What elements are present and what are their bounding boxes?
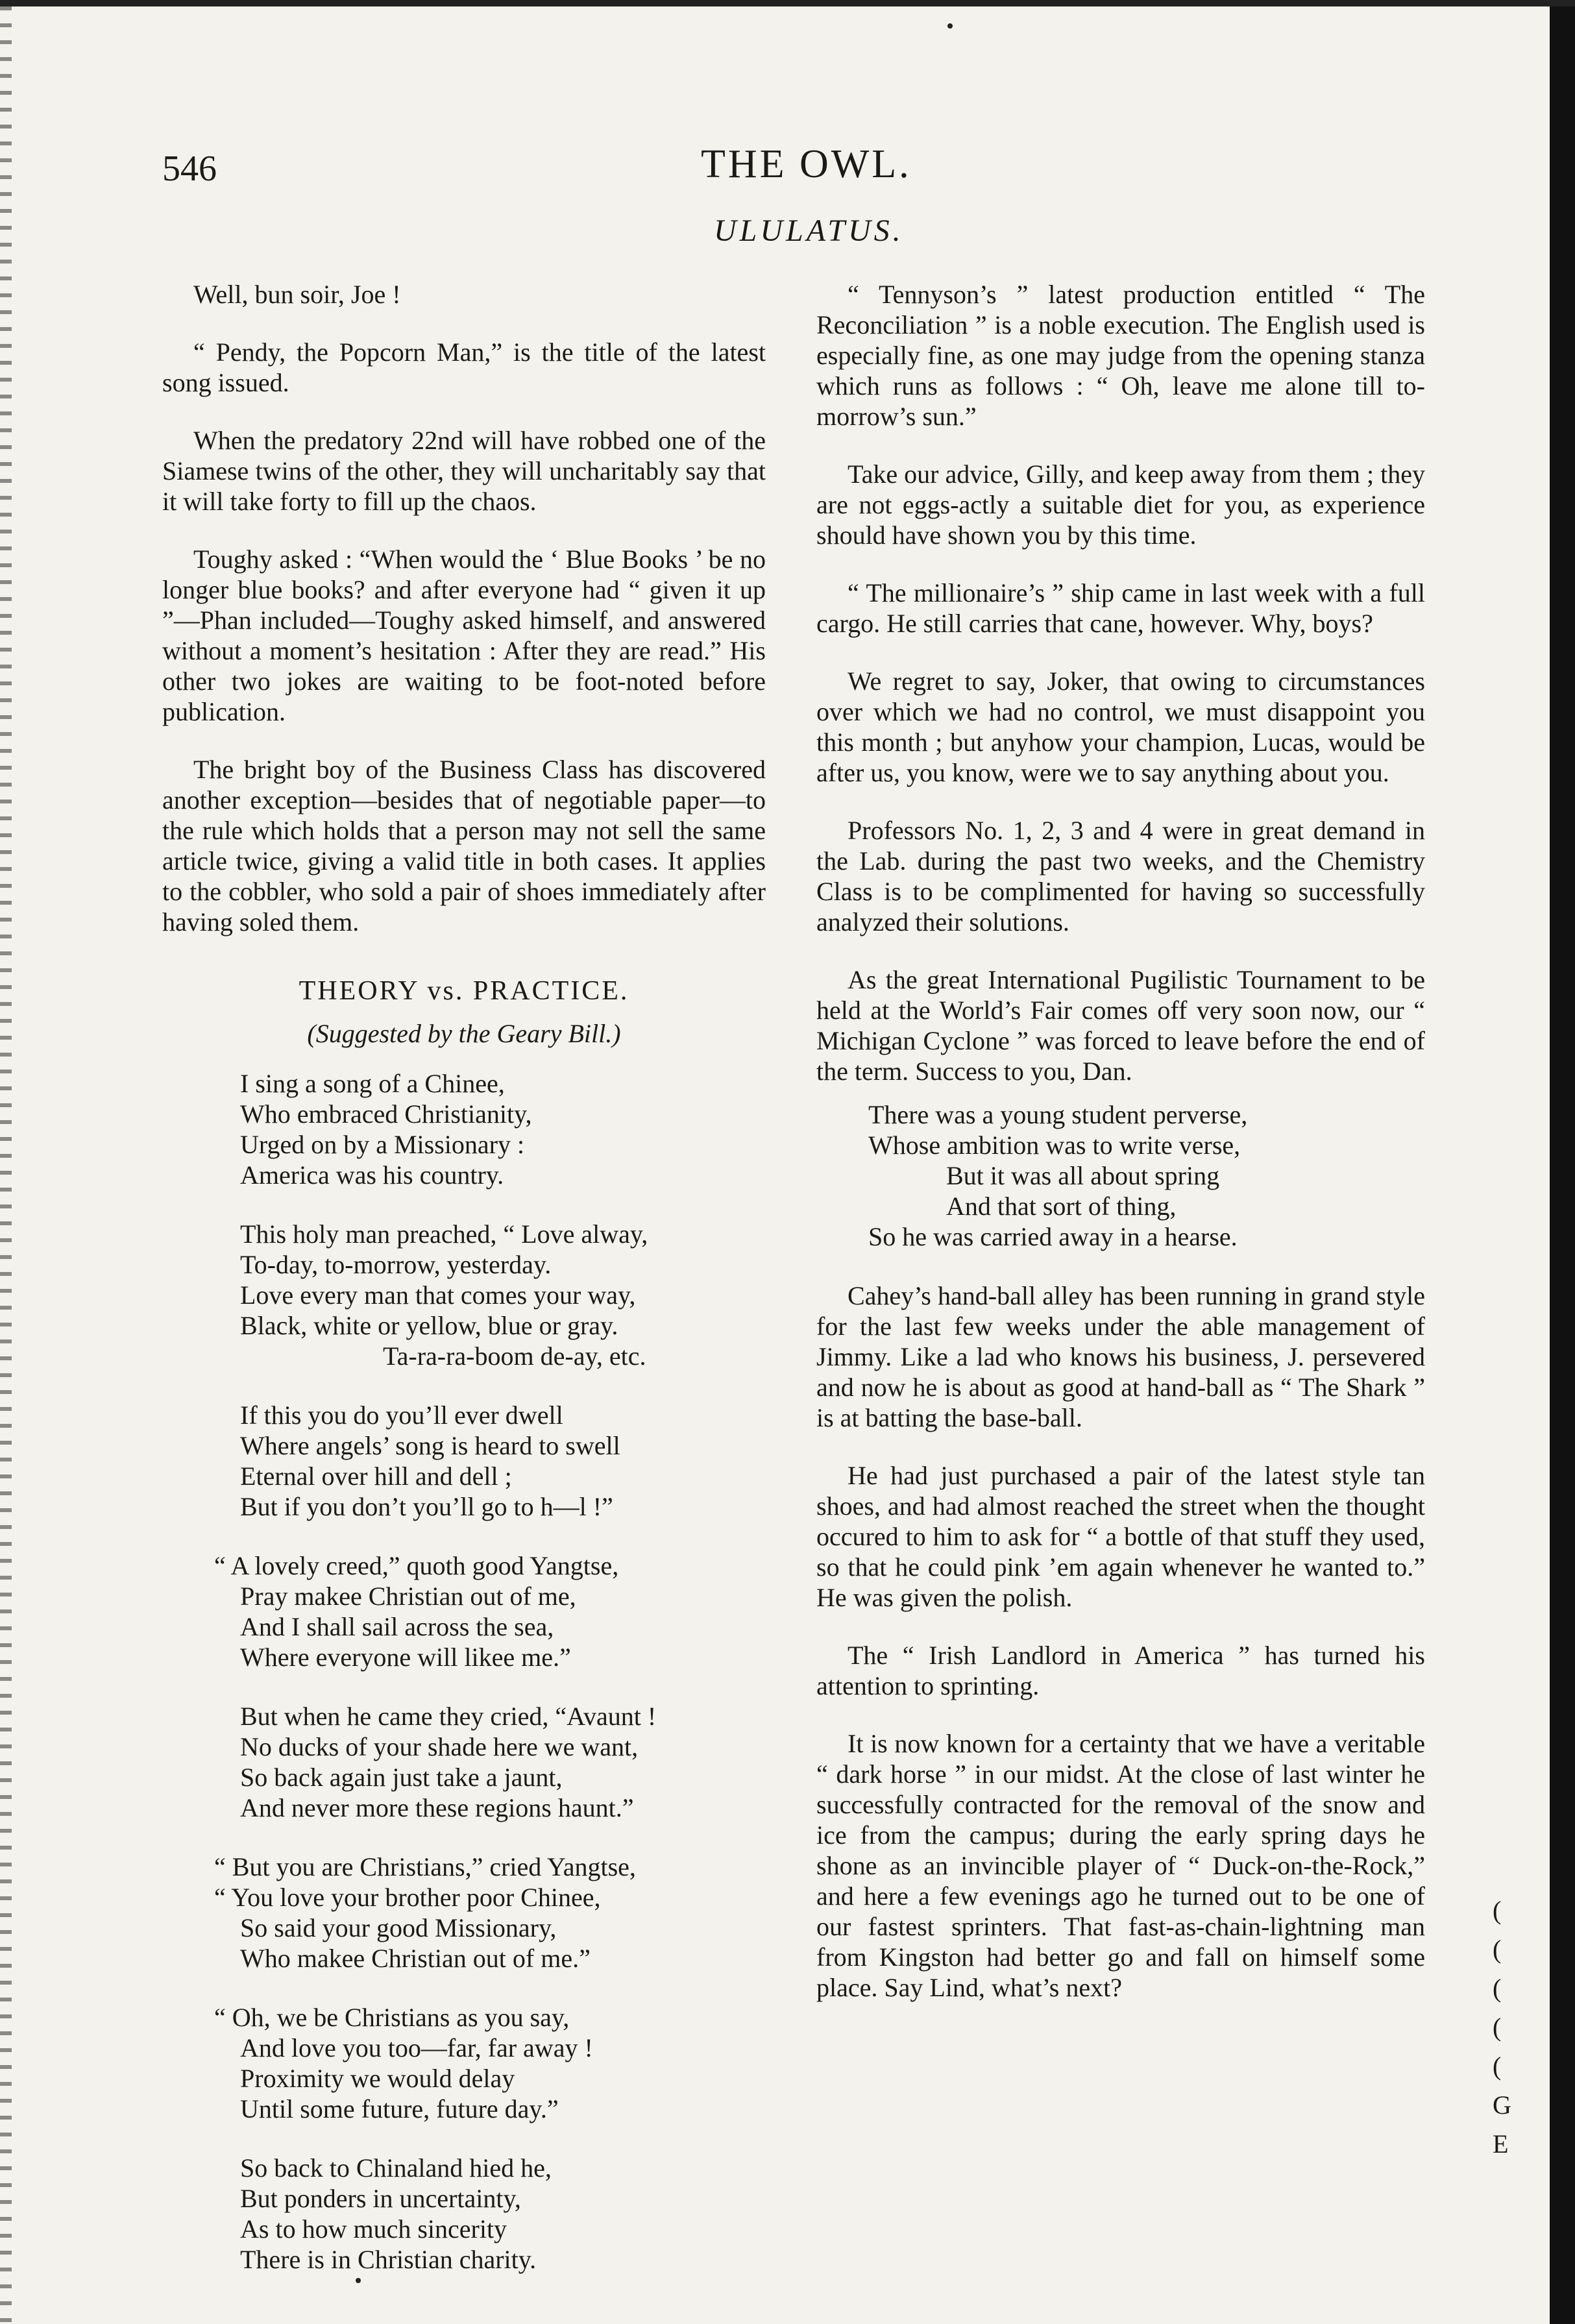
section-title: ULULATUS.: [714, 214, 904, 248]
scan-edge-bar: [1550, 6, 1575, 2324]
poem-line: Black, white or yellow, blue or gray.: [240, 1311, 618, 1340]
page-binding-edge: [0, 6, 12, 2324]
poem-title: THEORY vs. PRACTICE.: [299, 976, 629, 1006]
poem-line: This holy man preached, “ Love alway,: [240, 1219, 648, 1249]
poem-line: But if you don’t you’ll go to h—l !”: [240, 1492, 613, 1521]
poem-line: Where everyone will likee me.”: [240, 1643, 571, 1672]
poem-line: No ducks of your shade here we want,: [240, 1732, 639, 1761]
poem-line: Eternal over hill and dell ;: [240, 1462, 512, 1491]
poem-line: If this you do you’ll ever dwell: [240, 1401, 563, 1430]
poem-line: Pray makee Christian out of me,: [240, 1582, 576, 1611]
poem-line: Until some future, future day.”: [240, 2094, 559, 2123]
poem-line: Proximity we would delay: [240, 2064, 515, 2093]
paragraph: When the predatory 22nd will have robbed one of the Siamese twins of the other, they will uncharitably say that it will take forty to fill up the chaos.: [162, 426, 766, 516]
poem-refrain: Ta-ra-ra-boom de-ay, etc.: [383, 1341, 646, 1371]
poem-stanza: [162, 2153, 766, 2275]
poem-line: “ Oh, we be Christians as you say,: [214, 2003, 570, 2032]
poem-line: To-day, to-morrow, yesterday.: [240, 1250, 552, 1279]
poem-line: America was his country.: [240, 1160, 504, 1190]
poem-line: “ But you are Christians,” cried Yangtse,: [214, 1852, 636, 1881]
edge-text-fragment: (: [1493, 2012, 1502, 2042]
paragraph: The bright boy of the Business Class has discovered another exception—besides that of negotiable paper—to the rule which holds that a person may not sell the same article twice, giving a valid title in both cases. It applies to the cobbler, who sold a pair of shoes immediately after having soled them.: [162, 755, 766, 936]
paragraph: The “ Irish Landlord in America ” has turned his attention to sprinting.: [816, 1641, 1425, 1700]
poem-stanza: [162, 1852, 766, 1974]
poem-line: Where angels’ song is heard to swell: [240, 1431, 620, 1460]
left-column: [162, 279, 766, 2303]
poem-line: Love every man that comes your way,: [240, 1280, 636, 1310]
poem-line: As to how much sincerity: [240, 2214, 507, 2244]
poem-stanza: [162, 2002, 766, 2124]
paragraph: It is now known for a certainty that we have a veritable “ dark horse ” in our midst. At the close of last winter he successfully contracted for the removal of the snow and ice from the campus; during the early spring days he shone as an invincible player of “ Duck-on-the-Rock,” and here a few evenings ago he turned out to be one of our fastest sprinters. That fast-as-chain-lightning man from Kingston had better go and fall on himself some place. Say Lind, what’s next?: [816, 1729, 1425, 2002]
limerick-line: And that sort of thing,: [946, 1192, 1177, 1221]
edge-text-fragment: (: [1493, 1896, 1502, 1925]
edge-text-fragment: E: [1493, 2129, 1509, 2159]
poem-line: So back again just take a jaunt,: [240, 1763, 563, 1792]
limerick-line: But it was all about spring: [946, 1161, 1220, 1190]
poem-line: So back to Chinaland hied he,: [240, 2153, 552, 2183]
poem-line: There is in Christian charity.: [240, 2245, 537, 2274]
poem-line: “ A lovely creed,” quoth good Yangtse,: [214, 1551, 619, 1580]
poem-stanza: [162, 1701, 766, 1823]
poem-line: And love you too—far, far away !: [240, 2033, 593, 2062]
poem-stanza: [162, 1068, 766, 1190]
print-speck: [947, 23, 953, 29]
poem-line: I sing a song of a Chinee,: [240, 1069, 505, 1098]
paragraph: As the great International Pugilistic Tournament to be held at the World’s Fair comes off very soon now, our “ Michigan Cyclone ” was forced to leave before the end of the term. Success to you, Dan.: [816, 965, 1425, 1086]
paragraph: “ Tennyson’s ” latest production entitled “ The Reconciliation ” is a noble execution. The English used is especially fine, as one may judge from the opening stanza which runs as follows : “ Oh, leave me alone till to-morrow’s sun.”: [816, 280, 1425, 431]
edge-text-fragment: (: [1493, 1974, 1502, 2003]
paragraph: We regret to say, Joker, that owing to circumstances over which we had no control, we must disappoint you this month ; but anyhow your champion, Lucas, would be after us, you know, were we to say anything about you.: [816, 667, 1425, 787]
poem-line: Urged on by a Missionary :: [240, 1130, 525, 1159]
poem-line: And never more these regions haunt.”: [240, 1793, 634, 1822]
top-border-rule: [0, 0, 1575, 6]
poem-line: Who makee Christian out of me.”: [240, 1944, 591, 1973]
poem-subtitle: (Suggested by the Geary Bill.): [307, 1019, 621, 1048]
right-column: [816, 279, 1425, 2030]
paragraph: “ The millionaire’s ” ship came in last week with a full cargo. He still carries that cane, however. Why, boys?: [816, 578, 1425, 638]
paragraph: He had just purchased a pair of the latest style tan shoes, and had almost reached the street when the thought occured to him to ask for “ a bottle of that stuff they used, so that he could pink ’em again whenever he wanted to.” He was given the polish.: [816, 1461, 1425, 1612]
poem-stanza: [162, 1219, 766, 1371]
poem-line: So said your good Missionary,: [240, 1913, 557, 1942]
limerick-line: So he was carried away in a hearse.: [868, 1222, 1238, 1251]
limerick-line: Whose ambition was to write verse,: [868, 1131, 1241, 1160]
edge-text-fragment: G: [1493, 2090, 1511, 2120]
page-number: 546: [162, 149, 217, 189]
paragraph: Toughy asked : “When would the ‘ Blue Books ’ be no longer blue books? and after everyone had “ given it up ”—Phan included—Toughy asked himself, and answered without a moment’s hesitation : After they are read.” His other two jokes are waiting to be foot-noted before publication.: [162, 544, 766, 726]
paragraph: Professors No. 1, 2, 3 and 4 were in great demand in the Lab. during the past two weeks, and the Chemistry Class is to be complimented for having so successfully analyzed their solutions.: [816, 816, 1425, 936]
paragraph: Take our advice, Gilly, and keep away from them ; they are not eggs-actly a suitable diet for you, as experience should have shown you by this time.: [816, 459, 1425, 550]
poem-line: But ponders in uncertainty,: [240, 2184, 521, 2213]
paragraph: “ Pendy, the Popcorn Man,” is the title of the latest song issued.: [162, 337, 766, 397]
paragraph: Cahey’s hand-ball alley has been running in grand style for the last few weeks under the able management of Jimmy. Like a lad who knows his business, J. persevered and now he is about as good at hand-ball as “ The Shark ” is at batting the base-ball.: [816, 1281, 1425, 1432]
limerick: [816, 1099, 1425, 1252]
poem-stanza: [162, 1550, 766, 1672]
poem-line: “ You love your brother poor Chinee,: [214, 1883, 601, 1912]
running-title: THE OWL.: [701, 142, 912, 186]
poem-line: Who embraced Christianity,: [240, 1099, 532, 1129]
poem-stanza: [162, 1400, 766, 1522]
edge-text-fragment: (: [1493, 1935, 1502, 1964]
paragraph: Well, bun soir, Joe !: [193, 280, 401, 309]
poem-line: But when he came they cried, “Avaunt !: [240, 1702, 657, 1731]
edge-text-fragment: (: [1493, 2051, 1502, 2081]
poem-line: And I shall sail across the sea,: [240, 1612, 554, 1641]
limerick-line: There was a young student perverse,: [868, 1100, 1248, 1129]
